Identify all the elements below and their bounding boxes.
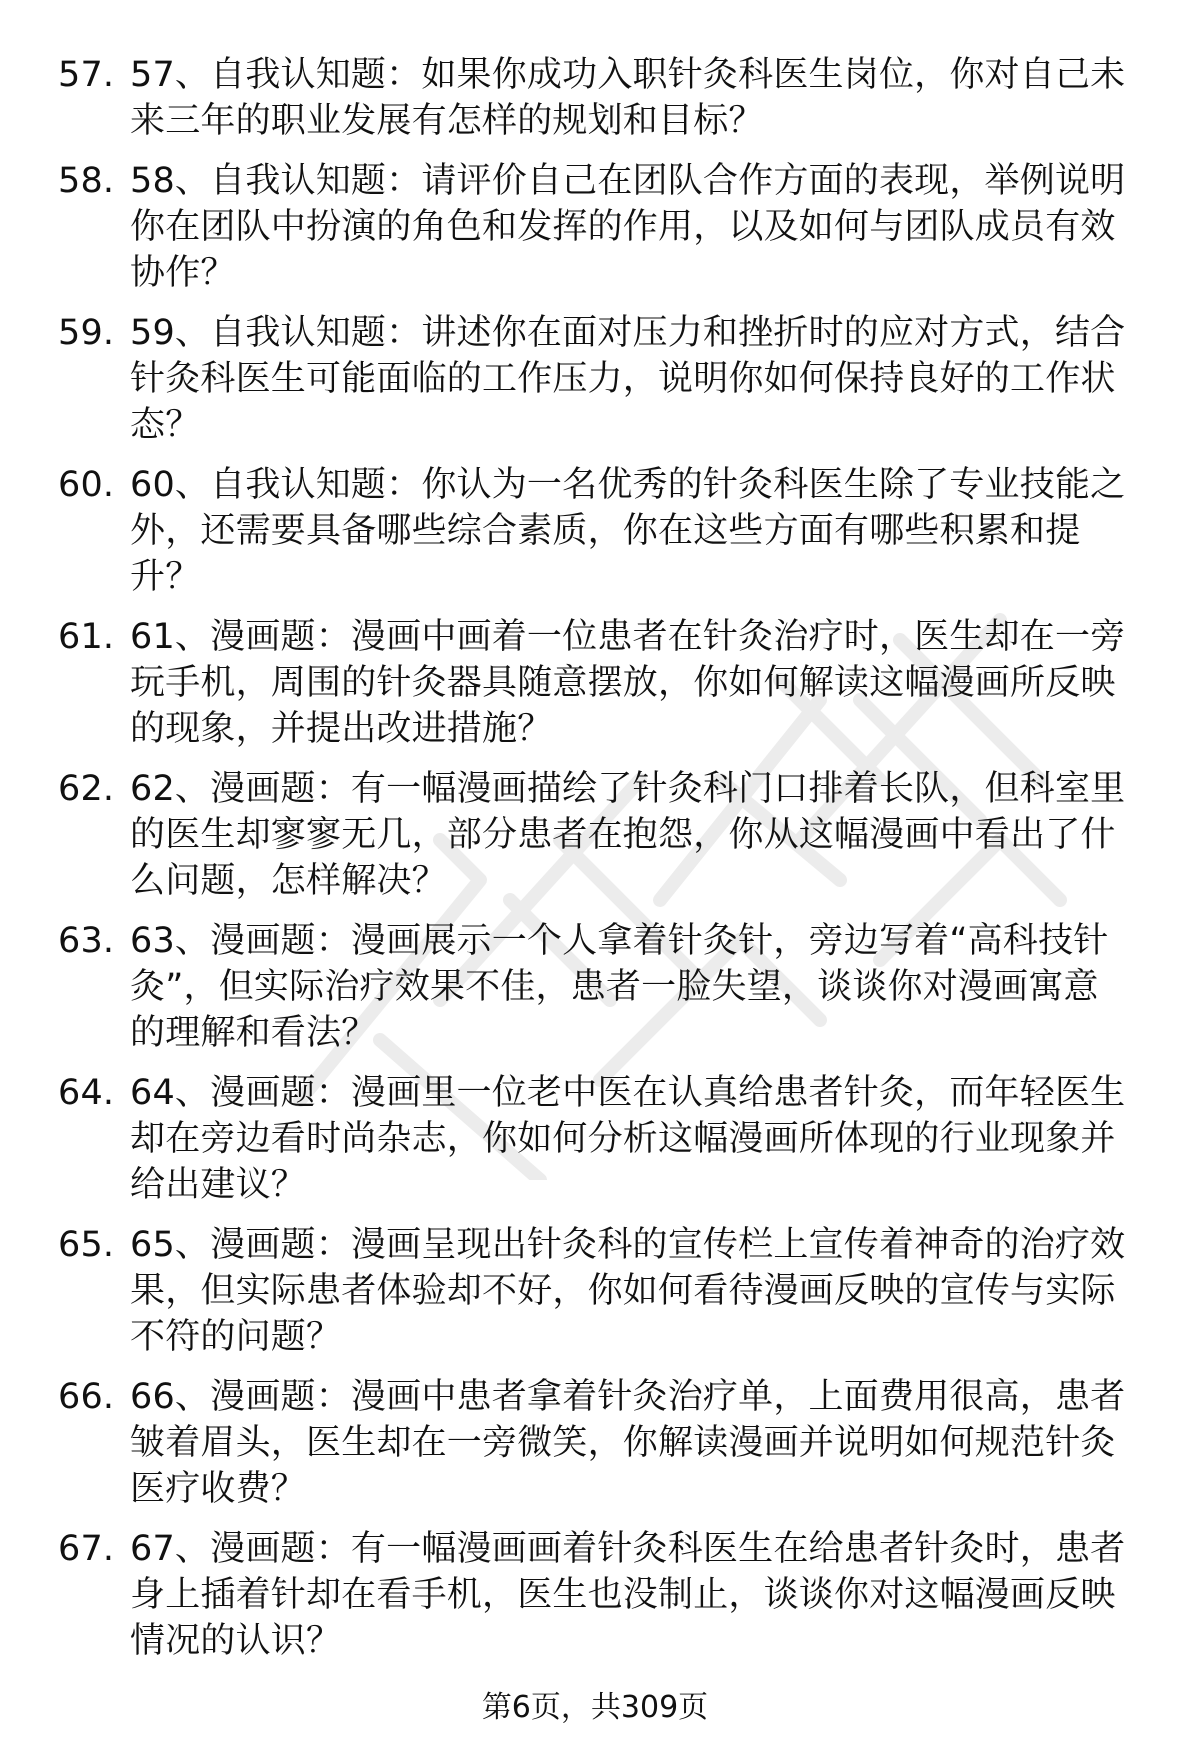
list-item-text: 66、漫画题：漫画中患者拿着针灸治疗单，上面费用很高，患者皱着眉头，医生却在一旁微笑，你解读漫画并说明如何规范针灸医疗收费？ xyxy=(130,1377,1126,1509)
list-item-number: 63. xyxy=(58,921,115,961)
list-item xyxy=(58,462,1158,600)
list-item-text: 65、漫画题：漫画呈现出针灸科的宣传栏上宣传着神奇的治疗效果，但实际患者体验却不好，你如何看待漫画反映的宣传与实际不符的问题？ xyxy=(130,1225,1126,1357)
list-item xyxy=(58,1222,1158,1360)
list-item-text: 58、自我认知题：请评价自己在团队合作方面的表现，举例说明你在团队中扮演的角色和发挥的作用，以及如何与团队成员有效协作？ xyxy=(130,161,1126,293)
list-item-number: 66. xyxy=(58,1377,115,1417)
list-item xyxy=(58,614,1158,752)
list-item xyxy=(58,918,1158,1056)
list-item xyxy=(58,766,1158,904)
list-item xyxy=(58,1526,1158,1664)
list-item-number: 64. xyxy=(58,1073,115,1113)
list-item-text: 63、漫画题：漫画展示一个人拿着针灸针，旁边写着“高科技针灸”，但实际治疗效果不佳，患者一脸失望，谈谈你对漫画寓意的理解和看法？ xyxy=(130,921,1109,1053)
list-item-number: 62. xyxy=(58,769,115,809)
question-list xyxy=(58,52,1158,1678)
list-item-number: 58. xyxy=(58,161,115,201)
list-item-text: 62、漫画题：有一幅漫画描绘了针灸科门口排着长队，但科室里的医生却寥寥无几，部分患者在抱怨，你从这幅漫画中看出了什么问题，怎样解决？ xyxy=(130,769,1126,901)
list-item xyxy=(58,52,1158,144)
list-item-number: 61. xyxy=(58,617,115,657)
list-item-text: 59、自我认知题：讲述你在面对压力和挫折时的应对方式，结合针灸科医生可能面临的工作压力，说明你如何保持良好的工作状态？ xyxy=(130,313,1126,445)
list-item-number: 60. xyxy=(58,465,115,505)
list-item-text: 64、漫画题：漫画里一位老中医在认真给患者针灸，而年轻医生却在旁边看时尚杂志，你如何分析这幅漫画所体现的行业现象并给出建议？ xyxy=(130,1073,1126,1205)
list-item-number: 57. xyxy=(58,55,115,95)
list-item-text: 61、漫画题：漫画中画着一位患者在针灸治疗时，医生却在一旁玩手机，周围的针灸器具随意摆放，你如何解读这幅漫画所反映的现象，并提出改进措施？ xyxy=(130,617,1126,749)
list-item-text: 60、自我认知题：你认为一名优秀的针灸科医生除了专业技能之外，还需要具备哪些综合素质，你在这些方面有哪些积累和提升？ xyxy=(130,465,1126,597)
page-footer: 第6页，共309页 xyxy=(481,1690,709,1725)
list-item-text: 57、自我认知题：如果你成功入职针灸科医生岗位，你对自己未来三年的职业发展有怎样的规划和目标？ xyxy=(130,55,1126,141)
list-item-text: 67、漫画题：有一幅漫画画着针灸科医生在给患者针灸时，患者身上插着针却在看手机，医生也没制止，谈谈你对这幅漫画反映情况的认识？ xyxy=(130,1529,1126,1661)
list-item xyxy=(58,310,1158,448)
list-item xyxy=(58,1070,1158,1208)
list-item-number: 59. xyxy=(58,313,115,353)
list-item-number: 65. xyxy=(58,1225,115,1265)
list-item xyxy=(58,1374,1158,1512)
list-item xyxy=(58,158,1158,296)
list-item-number: 67. xyxy=(58,1529,115,1569)
